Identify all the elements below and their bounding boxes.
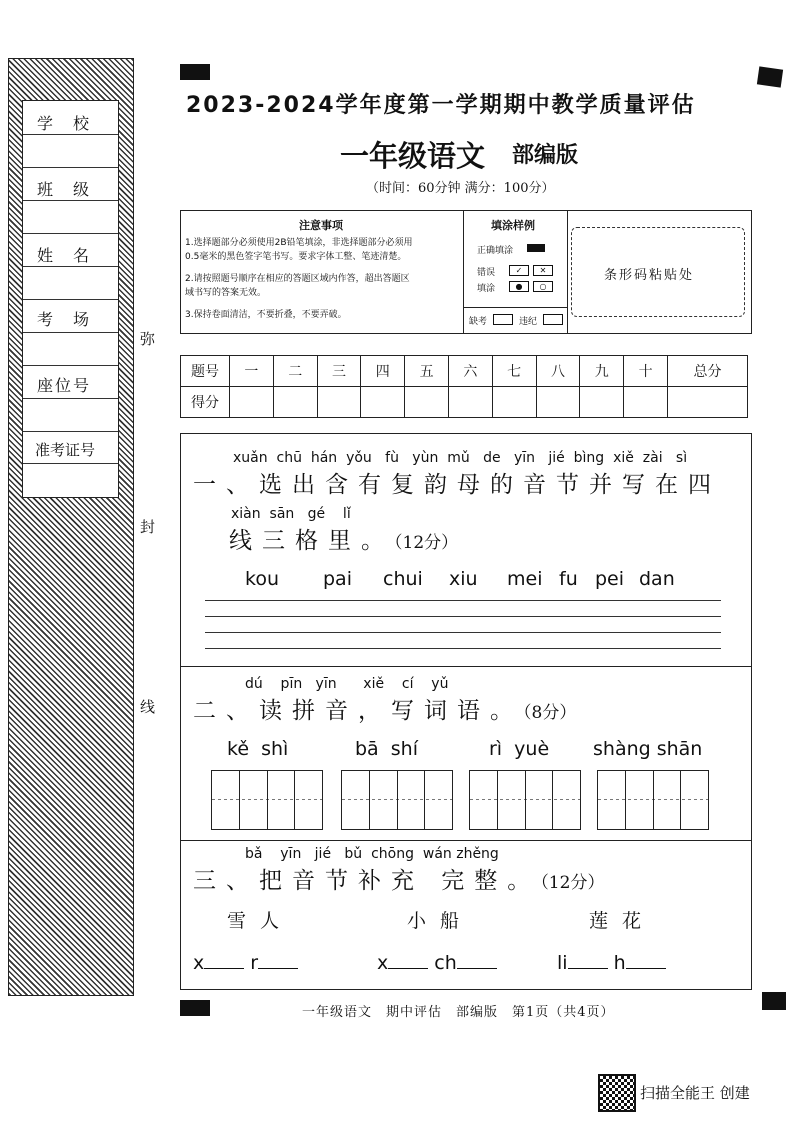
violation-checkbox[interactable] [543, 314, 563, 325]
fill-blank-pair[interactable]: li h [557, 950, 666, 974]
notice-item: 域书写的答案无效。 [185, 288, 267, 298]
student-info-box [22, 100, 119, 498]
syllable: fu [559, 568, 578, 590]
violation-label: 违纪 [519, 317, 538, 327]
question-area [180, 433, 752, 990]
fill-blank-pair[interactable]: x ch [377, 950, 497, 974]
table-cell: 八 [536, 356, 580, 387]
score-input[interactable] [492, 387, 536, 418]
absent-checkbox[interactable] [493, 314, 513, 325]
score-table [180, 355, 748, 418]
syllable: mei [507, 568, 543, 590]
edition-label: 部编版 [512, 142, 579, 168]
writing-line[interactable] [205, 632, 721, 633]
table-cell: 六 [448, 356, 492, 387]
table-cell: 总分 [667, 356, 747, 387]
table-row [181, 356, 748, 387]
score-input[interactable] [361, 387, 405, 418]
score-input[interactable] [230, 387, 274, 418]
score-input[interactable] [536, 387, 580, 418]
writing-grid[interactable] [597, 770, 709, 830]
table-cell: 得分 [181, 387, 230, 418]
table-cell: 题号 [181, 356, 230, 387]
syllable: dan [639, 568, 675, 590]
table-cell: 三 [317, 356, 361, 387]
score-input[interactable] [317, 387, 361, 418]
pinyin-word: shàng shān [593, 738, 703, 760]
writing-grid[interactable] [211, 770, 323, 830]
barcode-label: 条形码粘贴处 [604, 268, 695, 283]
q3-pinyin: bǎ yīn jié bǔ chōng wán zhěng [245, 846, 499, 862]
wrong-fill-dot-icon: ● [509, 281, 529, 292]
table-row [181, 387, 748, 418]
word-label: 莲花 [589, 910, 656, 932]
writing-grid[interactable] [341, 770, 453, 830]
pinyin-word: rì yuè [489, 738, 550, 760]
registration-mark-top-left [180, 64, 210, 80]
correct-fill-label: 正确填涂 [477, 246, 514, 256]
table-cell: 四 [361, 356, 405, 387]
q2-score: （8分） [523, 703, 577, 723]
q2-text: 二、读拼音，写词语。（8分） [193, 698, 577, 724]
table-cell: 五 [405, 356, 449, 387]
wrong-fill-check-icon: ✓ [509, 265, 529, 276]
syllable: xiu [449, 568, 478, 590]
q3-score: （12分） [540, 873, 605, 893]
registration-mark-bottom-right [762, 992, 786, 1010]
barcode-area [571, 227, 745, 317]
wrong-fill-label-1: 错误 [477, 268, 496, 278]
score-input[interactable] [448, 387, 492, 418]
q1-text-line-1: 一、选出含有复韵母的音节并写在四 [193, 472, 721, 498]
syllable: kou [245, 568, 279, 590]
q2-pinyin: dú pīn yīn xiě cí yǔ [245, 676, 449, 692]
table-cell: 十 [624, 356, 668, 387]
syllable: chui [383, 568, 423, 590]
syllable: pai [323, 568, 352, 590]
field-name-label: 姓 名 [37, 246, 92, 265]
pinyin-word: kě shì [227, 738, 289, 760]
registration-mark-bottom-left [180, 1000, 210, 1016]
seal-char-1: 弥 [140, 330, 156, 348]
subject-title: 一年级语文 [340, 139, 486, 173]
wrong-fill-label-2: 填涂 [477, 284, 496, 294]
fill-blank-pair[interactable]: x r [193, 950, 298, 974]
notice-title: 注意事项 [299, 219, 343, 232]
score-input[interactable] [624, 387, 668, 418]
scanner-watermark: 扫描全能王 创建 [640, 1084, 750, 1102]
q1-pinyin-line-1: xuǎn chū hán yǒu fù yùn mǔ de yīn jié bìng xiě zài sì [233, 450, 688, 466]
page-footer: 一年级语文 期中评估 部编版 第1页（共4页） [302, 1005, 615, 1020]
notice-item: 2.请按照题号顺序在相应的答题区域内作答，超出答题区 [185, 274, 410, 284]
field-admission-id-label: 准考证号 [35, 441, 96, 459]
word-label: 小船 [407, 910, 474, 932]
field-class-label: 班 级 [37, 180, 92, 199]
pinyin-word: bā shí [355, 738, 419, 760]
writing-line[interactable] [205, 648, 721, 649]
q1-score: （12分） [394, 533, 459, 553]
notice-item: 1.选择题部分必须使用2B铅笔填涂，非选择题部分必须用 [185, 238, 413, 248]
table-cell: 九 [580, 356, 624, 387]
seal-char-3: 线 [140, 698, 156, 716]
syllable: pei [595, 568, 625, 590]
notice-item: 3.保持卷面清洁，不要折叠，不要弄破。 [185, 310, 347, 320]
writing-line[interactable] [205, 616, 721, 617]
field-exam-room-label: 考 场 [37, 310, 92, 329]
correct-fill-sample [527, 244, 545, 252]
wrong-fill-circle-icon: ○ [533, 281, 553, 292]
table-cell: 二 [273, 356, 317, 387]
absent-label: 缺考 [469, 317, 488, 327]
writing-grid[interactable] [469, 770, 581, 830]
wrong-fill-cross-icon: ✕ [533, 265, 553, 276]
word-label: 雪人 [227, 910, 294, 932]
fill-sample-title: 填涂样例 [491, 219, 535, 232]
field-seat-label: 座位号 [37, 376, 92, 395]
q1-pinyin-line-2: xiàn sān gé lǐ [231, 506, 351, 522]
field-school-label: 学 校 [37, 114, 92, 133]
score-input[interactable] [273, 387, 317, 418]
score-input[interactable] [667, 387, 747, 418]
score-input[interactable] [580, 387, 624, 418]
table-cell: 一 [230, 356, 274, 387]
seal-char-2: 封 [140, 518, 156, 536]
table-cell: 七 [492, 356, 536, 387]
score-input[interactable] [405, 387, 449, 418]
registration-mark-top-right [757, 66, 783, 87]
time-info: （时间：60分钟 满分：100分） [366, 181, 555, 196]
q1-text-line-2: 线三格里。（12分） [229, 528, 459, 554]
q3-text: 三、把音节补充 完整。（12分） [193, 868, 605, 894]
writing-line[interactable] [205, 600, 721, 601]
exam-title: 2023-2024学年度第一学期期中教学质量评估 [186, 93, 696, 118]
notice-item: 0.5毫米的黑色签字笔书写。要求字体工整、笔迹清楚。 [185, 252, 407, 262]
notice-box [180, 210, 752, 334]
qr-code-icon [598, 1074, 636, 1112]
